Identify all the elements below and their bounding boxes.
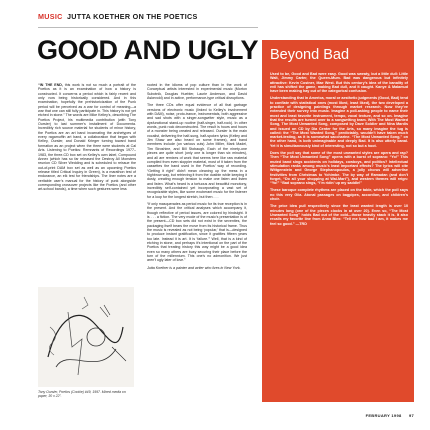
artwork-caption: Tony Oursler, Poetics (Cookie) #49, 1997. Mixed media on paper, 30 x 22”. [38,390,126,399]
sidebar-paragraph: Does the poll say that some of the most unwanted styles are opera and rap? Then “The Most Unwanted Song” opens with a burst of soprano: “Yo!” This muted band sings accidents on holidays, cowboys, and politics? Intellectual stimulation ranks among music’s least important effects? The lyrics will cite Wittgenstein and George Stephanopoulos, a jolly chorus will advertise festivities from Christmas to Yohimbe. The by way of Ramadan (and don’t forget, “Do all your shopping at Wal-Mart”), and western themes will reign: “Yo!” “Bad soprano sings, “I’m ridin’ up my saddle!” [270,151,408,186]
article-lead: “IN THE END, [38,83,63,87]
sidebar-paragraph: These baroque complete rhythms are placed on the table, which the poll says no this very Gila. Atonal passages on bagpipes, accordion, and children’s choir. [270,188,408,202]
sidebar-paragraph: Used to be, Good and Bad were easy. Good was sweaty, but a little dull: Little Walt, Jimmy Carter, the Queen-Mum. Bad was dangerous but infinitely attractive: Kevin Costner, Mae West. But this century’s idea of the banality of evil has shifted the game, making Bad dull, and it caught. Kanye & Malamud have been making hay out of the categorical confusion. [270,72,408,94]
sidebar-title: Beyond Bad [270,47,350,63]
article-intro [38,83,136,192]
issue-date: FEBRUARY 1998 [365,413,402,418]
article-intro-text: this work is not so much a portrait of the Poetics as it is an examination of how a history is constructed. It concerns a period which is fairly recent and only now being historically considered. And in this examination, hopefully the prehistoricization of the Punk period will be perceived as a war for control of meaning—a war that one can still fully participate in. This history is not yet etched in stone.” The words are Mike Kelley’s, describing The Poetics Project, his multimedia contribution (with Tony Oursler) to last summer’s installment of Documenta. Incredibly rich source material for students of minor history, the Poetics are an art band incarnating the archetypes of every ragamuffin art band, a collaboration that began with Kelley, Oursler, and Donald Krieger turning toward band formation as an project when the three were students at Cal Arts. Listening to Poetics: Remnants of Recordings 1977–1983, the three-CD box set on Kelley’s own label, Compound Annex (which has so far released the Destroy All Monsters reunion CD Silver Wedding and is scheduled to reissue the out-of-print DAM box set as well as an upcoming Poetics release titled Critical Inquiry in Green), is a marathon test of endurance, an elk test for friendships. The liner notes are a veritable user’s manual for the history of punk alongside corresponding crossover projects like the Poetics (and other art-school bands), a time when such gestures were less [38,83,136,192]
section-label [38,12,198,21]
article-paragraph: The three CDs offer equal evidence of all that garbage versions of electronic music (linked to Kelley’s involvement with DAM), noise, proto-trance, instrumentals, both aggressive and sad shots with a singer-songwriter style, music as a dysfunctional stand-up routine (half-singer, half-rock). In other words, punk rock deconstructed. The result is hours and hours of a monster being created and released. Oursler is the main vocalist, delivering the half-sung, half-spoken lyrics (Kelley and Jim Shaw are also heard on some frames), and band members include (on various cuts) John Miller, Mark Madel, Tim Stroshine, and Bill Stobaugh. Each of the ninety-one pieces are quite short (only one is longer than six minutes), and all are remixes of work that seems here like raw material compiled from even sloppier material, most of it taken from the cassettes the band used in the Poetics’ way of recording. “Getting it right” didn’t mean cleaning up the mess in a highbrow way, but retrieving it from the dustbin while keeping it dusty, creating enough tension to make one listen and listen and listen. What’s heard is a tortuous and beautiful monotony, incredibly self-contained yet incorporating a vast set of recognizable styles, like some exuberant music for the listener for a loop for the longest stretch, but then . . . [147,103,247,199]
sidebar-body [270,72,408,229]
article-paragraph: “If only masquerades as period music for its true reception is in the present. And the critical analyses which accompany it, though reflective of period issues, are colored by hindsight. It is . . . a fiction. The very mode of the music’s presentation is of the present—CD box sets did not exist in the seventies, the packaging itself bears the move from its historical frame. Thus the music is revealed as not being ‘popular,’ that is—designed to produce instant gratification, since it gratifies fifteen years too late. Instead it is art. It is ‘failure.’” Well, that is a kind of etching in stone, and perhaps it’s intentional on the part of the Poetics that treating history this way might be a good idea even so many others are busy securing their place before the turn of the millennium. This one’s no admonition. We just aren’t ugly later of love.” [147,201,247,263]
article-column-two [147,83,247,273]
sidebar-paragraph: Understanding that in America, moral or aesthetic judgments (Good, Bad) tend to conflate with statistical ones (most liked, least liked), the two developed a practice of designing paintings through market research. Now they’ve extended their survey into music. Imagine a poll-asking people to name their most and least favorite instrument, tempo, vocal texture, and so on. Imagine that the results are turned over to a songwriting team. With The Most Wanted Song, The Most Unwanted Song, composed by Dave Soldier and Nina Mardis and issued on CD by Dia Center for the Arts, so many imagine the tug is called: the “The Most Wanted Song,” predictably, wouldn’t have taken much market-testing, as it is somewhat saccharine. “The Most Unwanted Song,” on the other hand, is both unimaginable and deeply Bad. It is also utterly banal. Yet it is simultaneously kind of interesting, not so but a hoot. [270,96,408,148]
author-note: Jutta Koether is a painter and writer who lives in New York. [147,265,241,270]
top-rule [38,27,258,28]
artwork-image [38,287,134,387]
sidebar-paragraph: The price idea pull respectively since the least wanted length is over 10 minutes long (one of the pieces clocks in at over 20). Even so, “The Most Unwanted Song” holds Bad out of the cold—those heavily stack it is. It also recalls my favorite line from Anna Blex: “Tell me how bad I am, it makes me feel so good.” —TRD [270,204,408,226]
section-tag: MUSIC [38,12,63,21]
page-footer [262,413,414,418]
section-byline: JUTTA KOETHER ON THE POETICS [66,12,198,21]
headline: GOOD AND UGLY [37,35,259,65]
article-paragraph: rooted in the idioms of pop culture than in the work of Conceptual artists interested in experimental music (Morton Subotnik, Douglas Huebler, Laurie Anderson, and David Askevold) and in active, performance-type critical disruptions. [147,83,247,101]
page-number: 97 [408,413,414,418]
